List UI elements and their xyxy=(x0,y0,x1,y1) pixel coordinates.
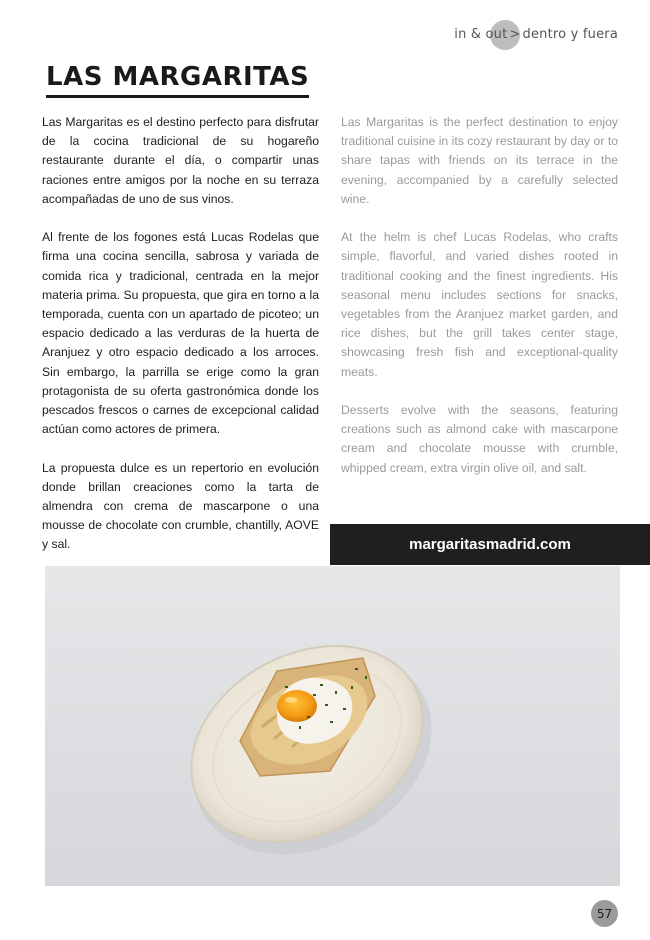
website-link[interactable]: margaritasmadrid.com xyxy=(409,536,571,553)
english-paragraph-2: At the helm is chef Lucas Rodelas, who crafts simple, flavorful, and varied dishes rooted in traditional cooking and the finest ingredients. His seasonal menu includes sections for snacks, vegetables from the Aranjuez market garden, and rice dishes, but the grill takes center stage, showcasing fresh fish and exceptional-quality meats. xyxy=(341,230,618,379)
website-banner xyxy=(330,524,650,565)
page-title: LAS MARGARITAS xyxy=(46,62,309,98)
english-column xyxy=(341,113,618,497)
spanish-column xyxy=(42,113,319,574)
dish-photo xyxy=(45,566,620,886)
section-header xyxy=(454,22,618,46)
english-paragraph-3: Desserts evolve with the seasons, featuring creations such as almond cake with mascarpone cream and chocolate mousse with crumble, whipped cream, extra virgin olive oil, and salt. xyxy=(341,403,618,475)
spanish-paragraph-1: Las Margaritas es el destino perfecto para disfrutar de la cocina tradicional de su hogareño restaurante durante el día, o compartir unas raciones entre amigos por la noche en su terraza acompañadas de uno de sus vinos. xyxy=(42,115,319,206)
spanish-paragraph-2: Al frente de los fogones está Lucas Rodelas que firma una cocina sencilla, sabrosa y variada de comida rica y tradicional, centrada en la mejor materia prima. Su propuesta, que gira en torno a la temporada, cuenta con un apartado de picoteo; un espacio dedicado a las verduras de la huerta de Aranjuez y otro espacio dedicado a los arroces. Sin embargo, la parrilla se erige como la gran protagonista de su oferta gastronómica donde los pescados frescos o carnes de excepcional calidad actúan como actores de primera. xyxy=(42,230,319,437)
dish-illustration xyxy=(45,566,620,886)
egg-yolk xyxy=(277,690,317,722)
page-number: 57 xyxy=(591,900,618,927)
english-paragraph-1: Las Margaritas is the perfect destination to enjoy traditional cuisine in its cozy restaurant by day or to share tapas with friends on its terrace in the evening, accompanied by a carefully selected wine. xyxy=(341,115,618,206)
section-label-in-out: in & out xyxy=(454,26,508,42)
section-arrow: > xyxy=(509,26,521,42)
section-label-dentro-y-fuera: dentro y fuera xyxy=(522,26,618,42)
spanish-paragraph-3: La propuesta dulce es un repertorio en evolución donde brillan creaciones como la tarta de almendra con crema de mascarpone o una mousse de chocolate con crumble, chantilly, AOVE y sal. xyxy=(42,460,319,552)
